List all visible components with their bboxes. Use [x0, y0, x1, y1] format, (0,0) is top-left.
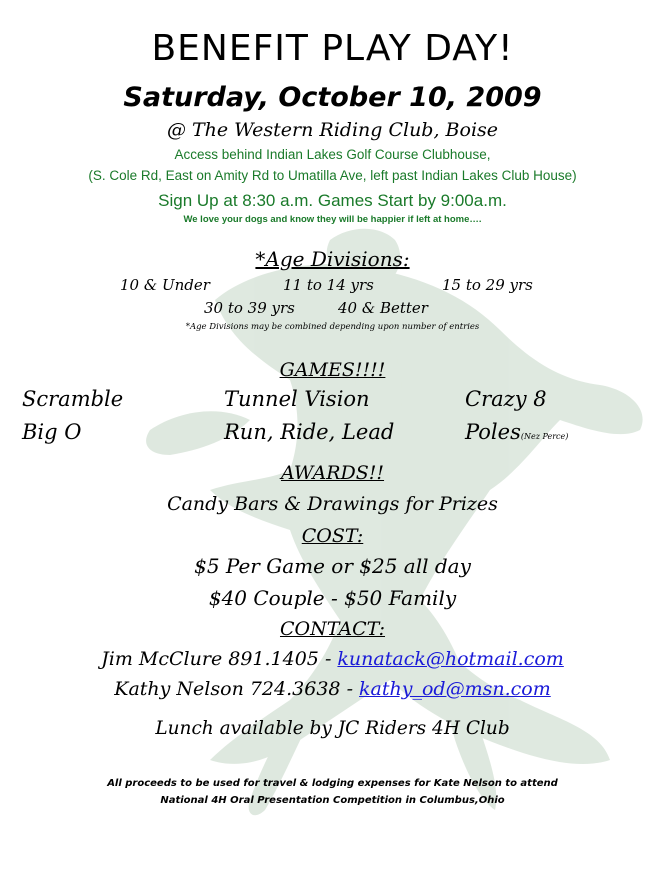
age-divisions-heading: *Age Divisions: — [255, 247, 410, 271]
contact-person1 — [0, 648, 665, 670]
game-item: Run, Ride, Lead — [224, 420, 395, 444]
age-division-item: 40 & Better — [338, 299, 428, 317]
poles-note: (Nez Perce) — [520, 432, 569, 441]
contact-person2-email-link[interactable]: kathy_od@msn.com — [359, 678, 551, 700]
contact-person1-email-link[interactable]: kunatack@hotmail.com — [337, 648, 564, 670]
game-item: Tunnel Vision — [224, 387, 370, 411]
contact-separator: - — [324, 648, 332, 670]
age-division-item: 11 to 14 yrs — [283, 276, 374, 294]
age-divisions-note: *Age Divisions may be combined depending upon number of entries — [185, 322, 480, 332]
games-heading: GAMES!!!! — [279, 359, 386, 381]
contact-person1-name: Jim McClure 891.1405 — [101, 648, 319, 670]
game-item: Scramble — [22, 387, 124, 411]
awards-text: Candy Bars & Drawings for Prizes — [167, 493, 498, 515]
game-item: Crazy 8 — [465, 387, 547, 411]
age-division-item: 30 to 39 yrs — [204, 299, 295, 317]
contact-heading: CONTACT: — [279, 618, 386, 640]
awards-heading: AWARDS!! — [280, 462, 385, 484]
access-directions-line2: (S. Cole Rd, East on Amity Rd to Umatilla Ave, left past Indian Lakes Club House) — [88, 168, 577, 183]
contact-person2-name: Kathy Nelson 724.3638 — [114, 678, 341, 700]
age-division-item: 15 to 29 yrs — [442, 276, 533, 294]
proceeds-line1: All proceeds to be used for travel & lodging expenses for Kate Nelson to attend — [107, 778, 558, 789]
cost-line2: $40 Couple - $50 Family — [208, 586, 457, 610]
game-item: Big O — [22, 420, 82, 444]
access-directions-line1: Access behind Indian Lakes Golf Course Clubhouse, — [174, 147, 491, 162]
game-item-poles — [465, 420, 568, 444]
dogs-note: We love your dogs and know they will be happier if left at home…. — [183, 214, 482, 225]
game-item-label: Poles — [465, 420, 521, 444]
cost-line1: $5 Per Game or $25 all day — [194, 554, 471, 578]
age-division-item: 10 & Under — [120, 276, 210, 294]
contact-person2 — [0, 678, 665, 700]
flyer-title: BENEFIT PLAY DAY! — [151, 28, 514, 69]
event-date: Saturday, October 10, 2009 — [123, 82, 542, 113]
cost-heading: COST: — [301, 525, 364, 547]
event-venue: @ The Western Riding Club, Boise — [166, 119, 499, 141]
proceeds-line2: National 4H Oral Presentation Competition in Columbus,Ohio — [160, 795, 505, 806]
contact-separator: - — [346, 678, 353, 700]
signup-times: Sign Up at 8:30 a.m. Games Start by 9:00a.m. — [158, 191, 507, 210]
lunch-note: Lunch available by JC Riders 4H Club — [155, 718, 510, 739]
